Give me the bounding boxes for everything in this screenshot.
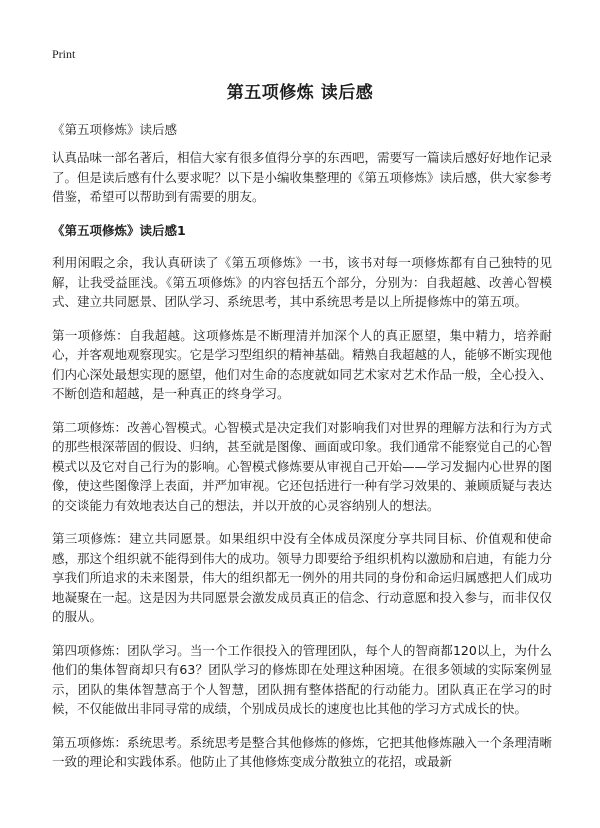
paragraph-discipline-2: 第二项修炼：改善心智模式。心智模式是决定我们对影响我们对世界的理解方法和行为方式的那些根深蒂固的假设、归纳，甚至就是图像、画面或印象。我们通常不能察觉自己的心智模式以及它对自己行为的影响。心智模式修炼要从审视自己开始——学习发掘内心世界的图像，使这些图像浮上表面，并严加审视。它还包括进行一种有学习效果的、兼顾质疑与表达的交谈能力有效地表达自己的想法，并以开放的心灵容纳别人的想法。 [52,419,553,513]
paragraph-discipline-3: 第三项修炼：建立共同愿景。如果组织中没有全体成员深度分享共同目标、价值观和使命感，那这个组织就不能得到伟大的成功。领导力即要给予组织机构以激励和启迪，有能力分享我们所追求的未来图景，伟大的组织都无一例外的用共同的身份和命运归属感把人们成功地凝聚在一起。这是因为共同愿景会激发成员真正的信念、行动意愿和投入参与，而非仅仅的服从。 [52,531,553,624]
print-link[interactable]: Print [52,47,76,61]
paragraph-discipline-5: 第五项修炼：系统思考。系统思考是整合其他修炼的修炼，它把其他修炼融入一个条理清晰一致的理论和实践体系。他防止了其他修炼变成分散独立的花招，或最新 [52,734,553,769]
paragraph-discipline-1: 第一项修炼：自我超越。这项修炼是不断理清并加深个人的真正愿望，集中精力，培养耐心，并客观地观察现实。它是学习型组织的精神基础。精熟自我超越的人，能够不断实现他们内心深处最想实现的愿望，他们对生命的态度就如同艺术家对艺术作品一般，全心投入、不断创造和超越，是一种真正的终身学习。 [52,327,553,401]
document-subtitle: 《第五项修炼》读后感 [52,122,178,137]
article-body [52,148,552,786]
intro-paragraph: 认真品味一部名著后，相信大家有很多值得分享的东西吧，需要写一篇读后感好好地作记录了。但是读后感有什么要求呢？以下是小编收集整理的《第五项修炼》读后感，供大家参考借鉴，希望可以帮助到有需要的朋友。 [52,150,553,204]
page-title: 第五项修炼 读后感 [226,83,374,103]
paragraph-discipline-4: 第四项修炼：团队学习。当一个工作很投入的管理团队，每个人的智商都120以上，为什么他们的集体智商却只有63？团队学习的修炼即在处理这种困境。在很多领域的实际案例显示，团队的集体智慧高于个人智慧，团队拥有整体搭配的行动能力。团队真正在学习的时候，不仅能做出非同寻常的成绩，个别成员成长的速度也比其他的学习方式成长的快。 [52,642,552,716]
section-heading: 《第五项修炼》读后感1 [52,222,186,238]
paragraph-overview: 利用闲暇之余，我认真研读了《第五项修炼》一书，该书对每一项修炼都有自己独特的见解，让我受益匪浅。《第五项修炼》的内容包括五个部分，分别为：自我超越、改善心智模式、建立共同愿景、团队学习、系统思考，其中系统思考是以上所提修炼中的第五项。 [52,255,552,309]
